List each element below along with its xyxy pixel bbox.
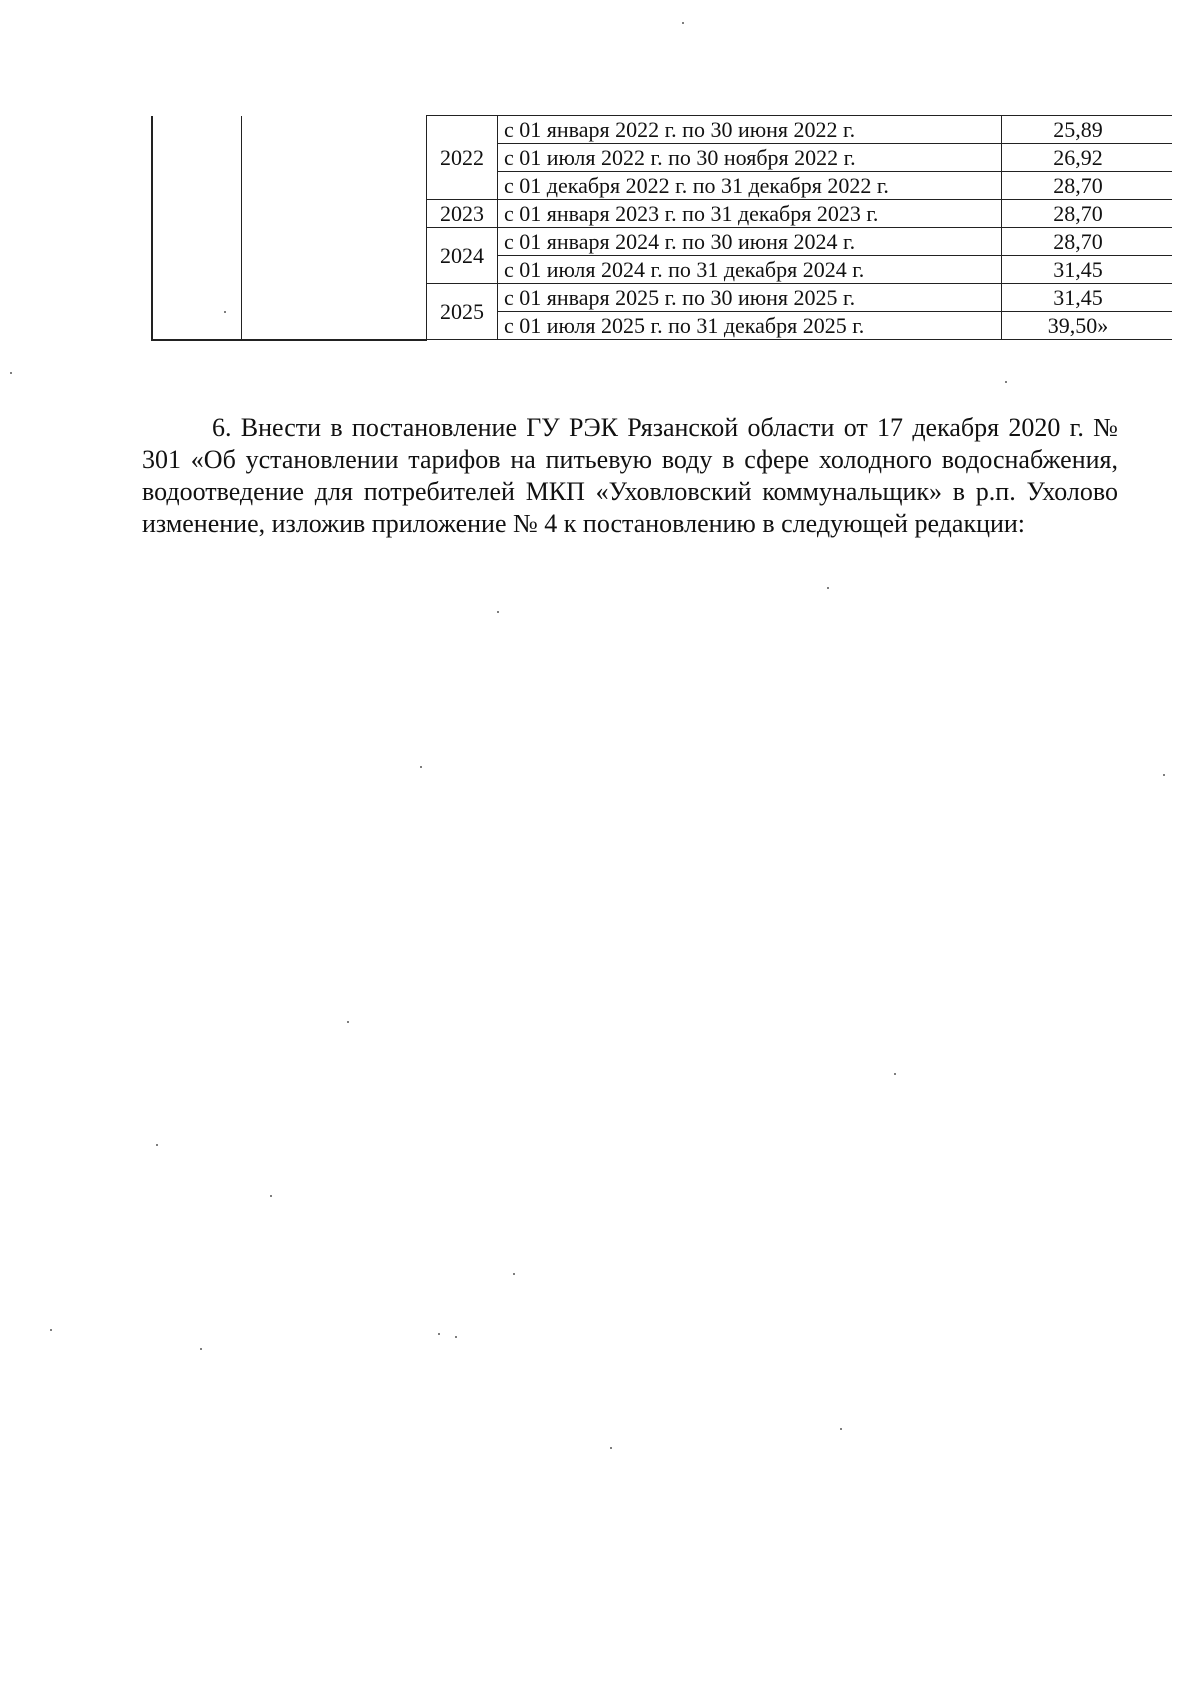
- scan-speck: [420, 766, 422, 768]
- tariff-value-cell: 26,92: [1002, 144, 1173, 172]
- amendment-paragraph: 6. Внести в постановление ГУ РЭК Рязанской области от 17 декабря 2020 г. № 301 «Об установлении тарифов на питьевую воду в сфере холодного водоснабжения, водоотведение для потребителей МКП «Уховловский коммунальщик» в р.п. Ухолово изменение, изложив приложение № 4 к постановлению в следующей редакции:: [142, 413, 1118, 538]
- period-cell: с 01 января 2022 г. по 30 июня 2022 г.: [498, 116, 1002, 144]
- empty-cell: [152, 116, 242, 340]
- tariff-value-cell: 31,45: [1002, 256, 1173, 284]
- period-cell: с 01 декабря 2022 г. по 31 декабря 2022 г.: [498, 172, 1002, 200]
- tariff-value-cell: 25,89: [1002, 116, 1173, 144]
- scan-speck: [1005, 381, 1007, 383]
- scan-speck: [682, 22, 684, 24]
- year-cell: 2024: [427, 228, 498, 284]
- scan-speck: [497, 611, 499, 613]
- period-cell: с 01 июля 2025 г. по 31 декабря 2025 г.: [498, 312, 1002, 340]
- scan-speck: [827, 587, 829, 589]
- year-cell: 2023: [427, 200, 498, 228]
- scan-speck: [50, 1329, 52, 1331]
- scan-speck: [894, 1073, 896, 1075]
- year-cell: 2025: [427, 284, 498, 340]
- scan-speck: [1163, 774, 1165, 776]
- tariff-value-cell: 31,45: [1002, 284, 1173, 312]
- scan-speck: [513, 1273, 515, 1275]
- period-cell: с 01 января 2025 г. по 30 июня 2025 г.: [498, 284, 1002, 312]
- scan-speck: [10, 372, 12, 374]
- tariff-value-cell: 28,70: [1002, 200, 1173, 228]
- period-cell: с 01 января 2024 г. по 30 июня 2024 г.: [498, 228, 1002, 256]
- scan-speck: [200, 1348, 202, 1350]
- year-cell: 2022: [427, 116, 498, 200]
- scan-speck: [270, 1195, 272, 1197]
- scan-speck: [438, 1333, 440, 1335]
- table-row: [152, 116, 1172, 144]
- scan-speck: [347, 1021, 349, 1023]
- scan-speck: [224, 311, 226, 313]
- scan-speck: [156, 1144, 158, 1146]
- scan-speck: [455, 1336, 457, 1338]
- empty-cell: [242, 116, 427, 340]
- period-cell: с 01 января 2023 г. по 31 декабря 2023 г.: [498, 200, 1002, 228]
- tariff-value-cell: 28,70: [1002, 172, 1173, 200]
- tariff-table: [151, 115, 1172, 341]
- tariff-value-cell: 39,50»: [1002, 312, 1173, 340]
- period-cell: с 01 июля 2024 г. по 31 декабря 2024 г.: [498, 256, 1002, 284]
- tariff-value-cell: 28,70: [1002, 228, 1173, 256]
- period-cell: с 01 июля 2022 г. по 30 ноября 2022 г.: [498, 144, 1002, 172]
- scan-speck: [840, 1428, 842, 1430]
- scan-speck: [610, 1447, 612, 1449]
